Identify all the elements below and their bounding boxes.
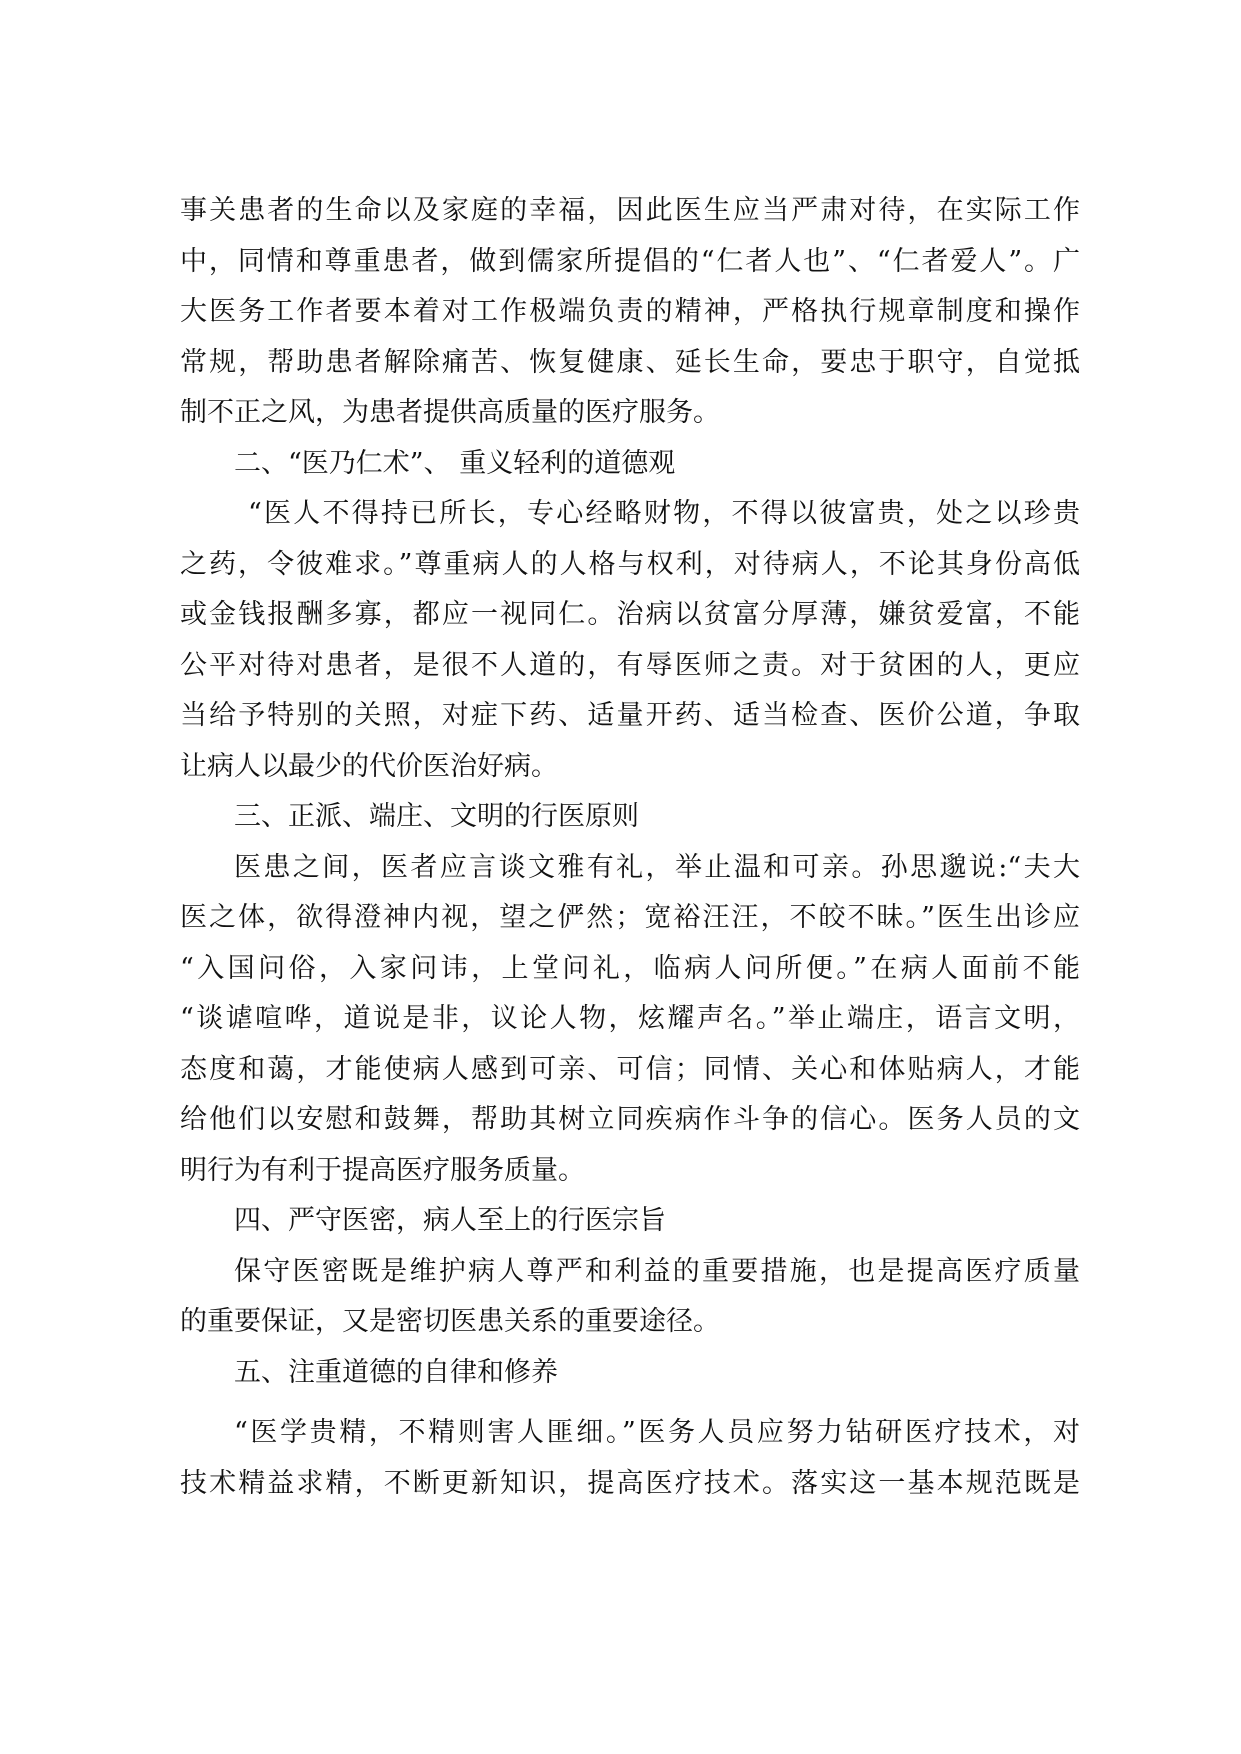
heading-text: 三、正派、端庄、文明的行医原则	[234, 801, 639, 832]
text-line: 给他们以安慰和鼓舞，帮助其树立同疾病作斗争的信心。医务人员的文	[180, 1104, 1080, 1135]
heading-text: 四、严守医密，病人至上的行医宗旨	[234, 1205, 666, 1236]
text-line: 医之体，欲得澄神内视，望之俨然；宽裕汪汪，不皎不昧。”医生出诊应	[180, 902, 1080, 933]
paragraph-continuation	[180, 186, 1080, 439]
spacer	[180, 1398, 1080, 1408]
text-line: “医学贵精，不精则害人匪细。”医务人员应努力钻研医疗技术，对	[234, 1417, 1080, 1448]
text-line: 保守医密既是维护病人尊严和利益的重要措施，也是提高医疗质量	[234, 1255, 1080, 1287]
text-line: 常规，帮助患者解除痛苦、恢复健康、延长生命，要忠于职守，自觉抵	[180, 346, 1080, 378]
paragraph	[180, 1408, 1080, 1509]
paragraph	[180, 1247, 1080, 1348]
text-line: 大医务工作者要本着对工作极端负责的精神，严格执行规章制度和操作	[180, 296, 1080, 327]
section-heading-2	[180, 439, 1080, 490]
text-line: 公平对待对患者，是很不人道的，有辱医师之责。对于贫困的人，更应	[180, 649, 1080, 681]
text-line: 让病人以最少的代价医治好病。	[180, 750, 558, 782]
paragraph	[180, 489, 1080, 792]
text-line: 事关患者的生命以及家庭的幸福，因此医生应当严肃对待，在实际工作	[180, 195, 1080, 226]
heading-text: 二、“医乃仁术”、 重义轻利的道德观	[234, 447, 676, 479]
text-line: 的重要保证，又是密切医患关系的重要途径。	[180, 1306, 720, 1337]
paragraph	[180, 843, 1080, 1197]
text-line: 或金钱报酬多寡，都应一视同仁。治病以贫富分厚薄，嫌贫爱富，不能	[180, 599, 1080, 630]
text-line: “入国问俗，入家问讳，上堂问礼，临病人问所便。”在病人面前不能	[180, 952, 1080, 984]
text-line: “医人不得持已所长，专心经略财物，不得以彼富贵，处之以珍贵	[248, 498, 1080, 529]
text-line: 当给予特别的关照，对症下药、适量开药、适当检查、医价公道，争取	[180, 700, 1080, 731]
text-line: 中，同情和尊重患者，做到儒家所提倡的“仁者人也”、“仁者爱人”。广	[180, 245, 1080, 277]
text-line: 技术精益求精，不断更新知识，提高医疗技术。落实这一基本规范既是	[180, 1467, 1080, 1499]
text-line: 之药，令彼难求。”尊重病人的人格与权利，对待病人，不论其身份高低	[180, 548, 1080, 580]
section-heading-5	[180, 1348, 1080, 1399]
text-line: 制不正之风，为患者提供高质量的医疗服务。	[180, 397, 720, 428]
text-line: 态度和蔼，才能使病人感到可亲、可信；同情、关心和体贴病人，才能	[180, 1053, 1080, 1085]
text-line: 医患之间，医者应言谈文雅有礼，举止温和可亲。孙思邈说:“夫大	[234, 851, 1080, 883]
document-body	[180, 186, 1080, 1509]
section-heading-3	[180, 792, 1080, 843]
text-line: 明行为有利于提高医疗服务质量。	[180, 1154, 585, 1186]
section-heading-4	[180, 1196, 1080, 1247]
text-line: “谈谑喧哗，道说是非，议论人物，炫耀声名。”举止端庄，语言文明，	[180, 1003, 1080, 1034]
heading-text: 五、注重道德的自律和修养	[234, 1356, 558, 1388]
